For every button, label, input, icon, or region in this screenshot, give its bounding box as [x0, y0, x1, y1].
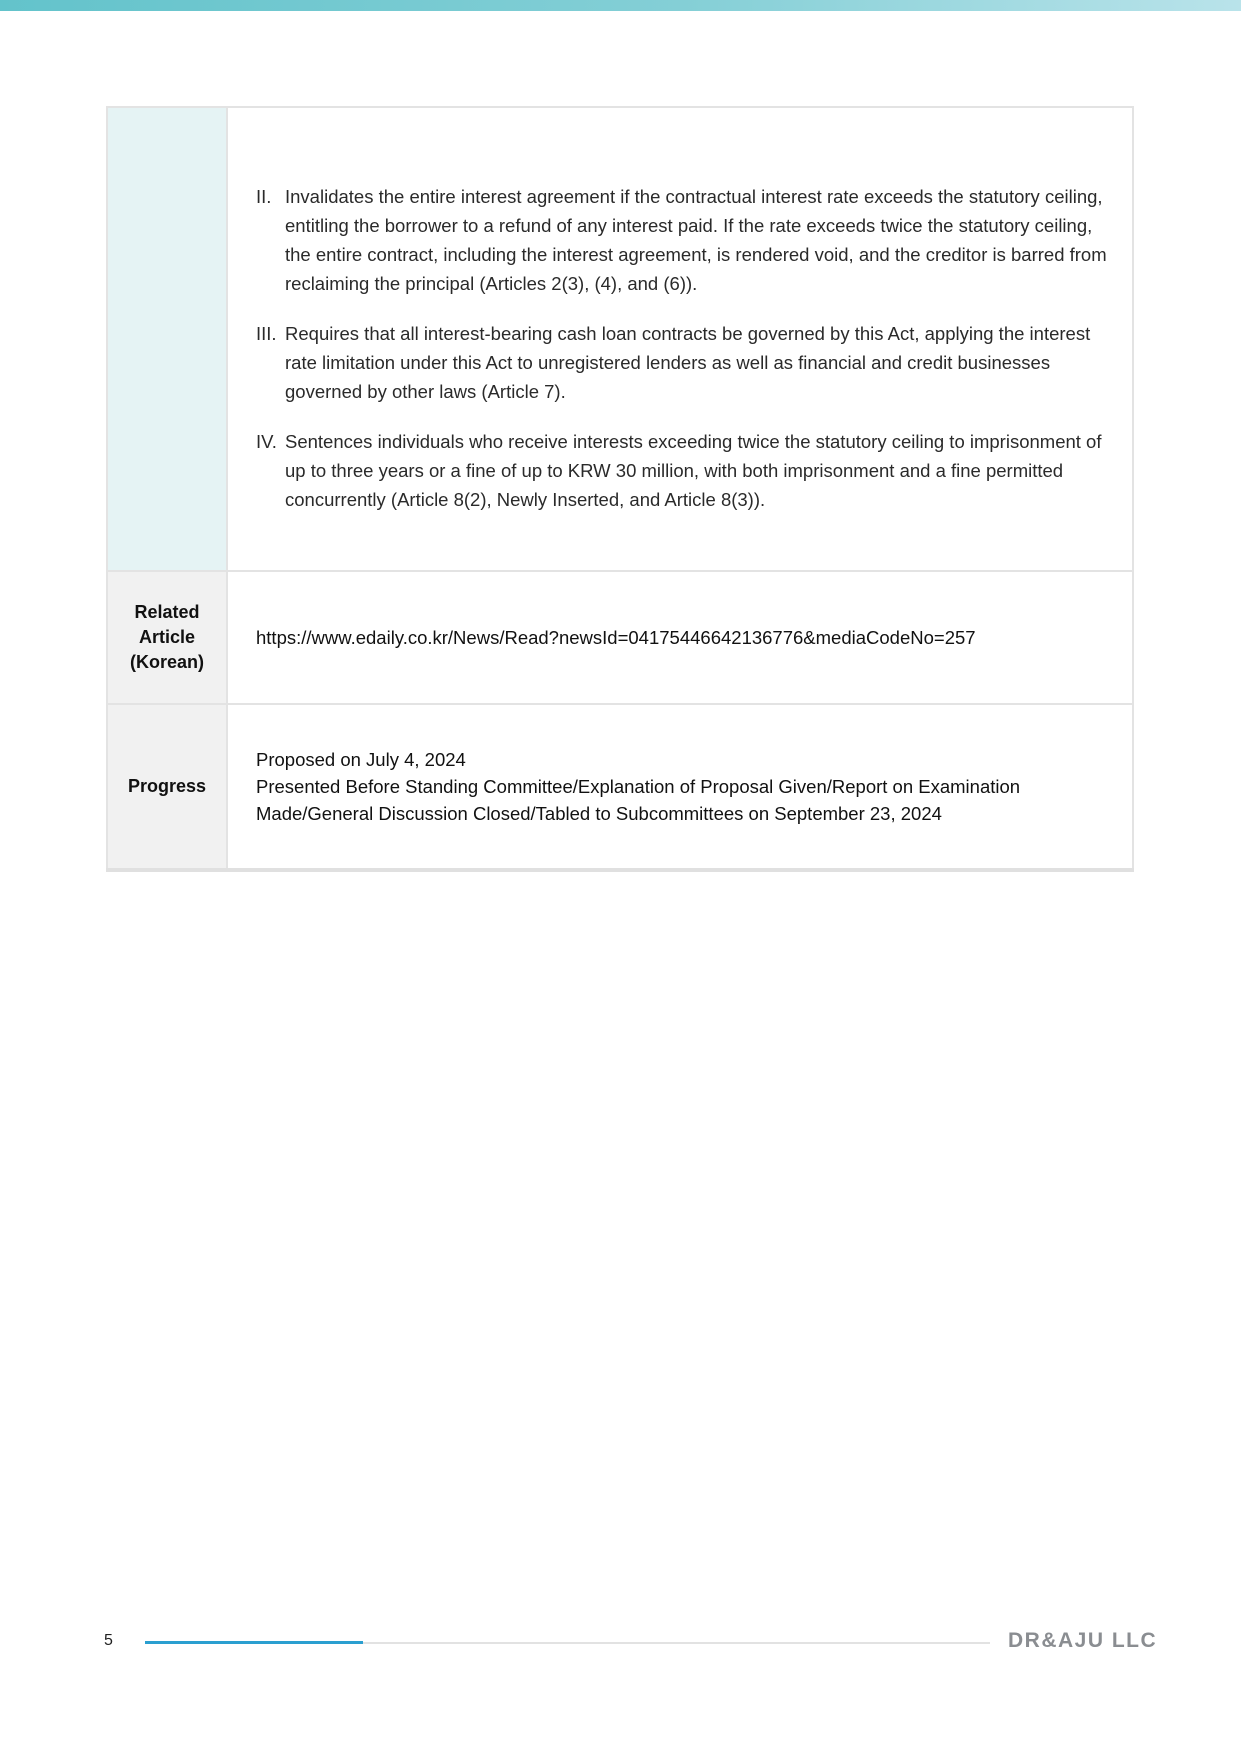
page-progress-fill [145, 1641, 363, 1644]
list-item-number: III. [256, 323, 277, 344]
overview-content-cell [227, 107, 1133, 571]
related-article-label: Related Article (Korean) [107, 571, 227, 704]
progress-status: Presented Before Standing Committee/Explanation of Proposal Given/Report on Examination Made/General Discussion Closed/Tabled to Subcommittees on September 23, 2024 [256, 776, 1021, 824]
progress-label: Progress [107, 704, 227, 870]
overview-row [107, 107, 1133, 571]
related-article-cell [227, 571, 1133, 704]
list-item [256, 182, 1108, 298]
overview-label-cell [107, 107, 227, 571]
bill-info-table [106, 106, 1134, 872]
provision-list [256, 108, 1108, 570]
related-article-link[interactable]: https://www.edaily.co.kr/News/Read?newsId=04175446642136776&mediaCodeNo=257 [256, 626, 976, 648]
list-item-text: Requires that all interest-bearing cash loan contracts be governed by this Act, applying the interest rate limitation under this Act to unregistered lenders as well as financial and credit businesses governed by other laws (Article 7). [285, 323, 1091, 402]
progress-text [256, 746, 1108, 827]
list-item-number: IV. [256, 431, 277, 452]
header-accent-bar [0, 0, 1241, 11]
list-item-text: Sentences individuals who receive interests exceeding twice the statutory ceiling to imprisonment of up to three years or a fine of up to KRW 30 million, with both imprisonment and a fine permitted concurrently (Article 8(2), Newly Inserted, and Article 8(3)). [285, 431, 1102, 510]
list-item [256, 427, 1108, 514]
progress-proposed-date: Proposed on July 4, 2024 [256, 749, 466, 770]
page-number: 5 [104, 1632, 113, 1649]
list-item [256, 319, 1108, 406]
related-article-row [107, 571, 1133, 704]
progress-row [107, 704, 1133, 870]
list-item-number: II. [256, 186, 272, 207]
list-item-text: Invalidates the entire interest agreement if the contractual interest rate exceeds the statutory ceiling, entitling the borrower to a refund of any interest paid. If the rate exceeds twice the statutory ceiling, the entire contract, including the interest agreement, is rendered void, and the creditor is barred from reclaiming the principal (Articles 2(3), (4), and (6)). [285, 186, 1107, 294]
progress-cell [227, 704, 1133, 870]
brand-logo-text: DR&AJU LLC [1008, 1629, 1158, 1652]
